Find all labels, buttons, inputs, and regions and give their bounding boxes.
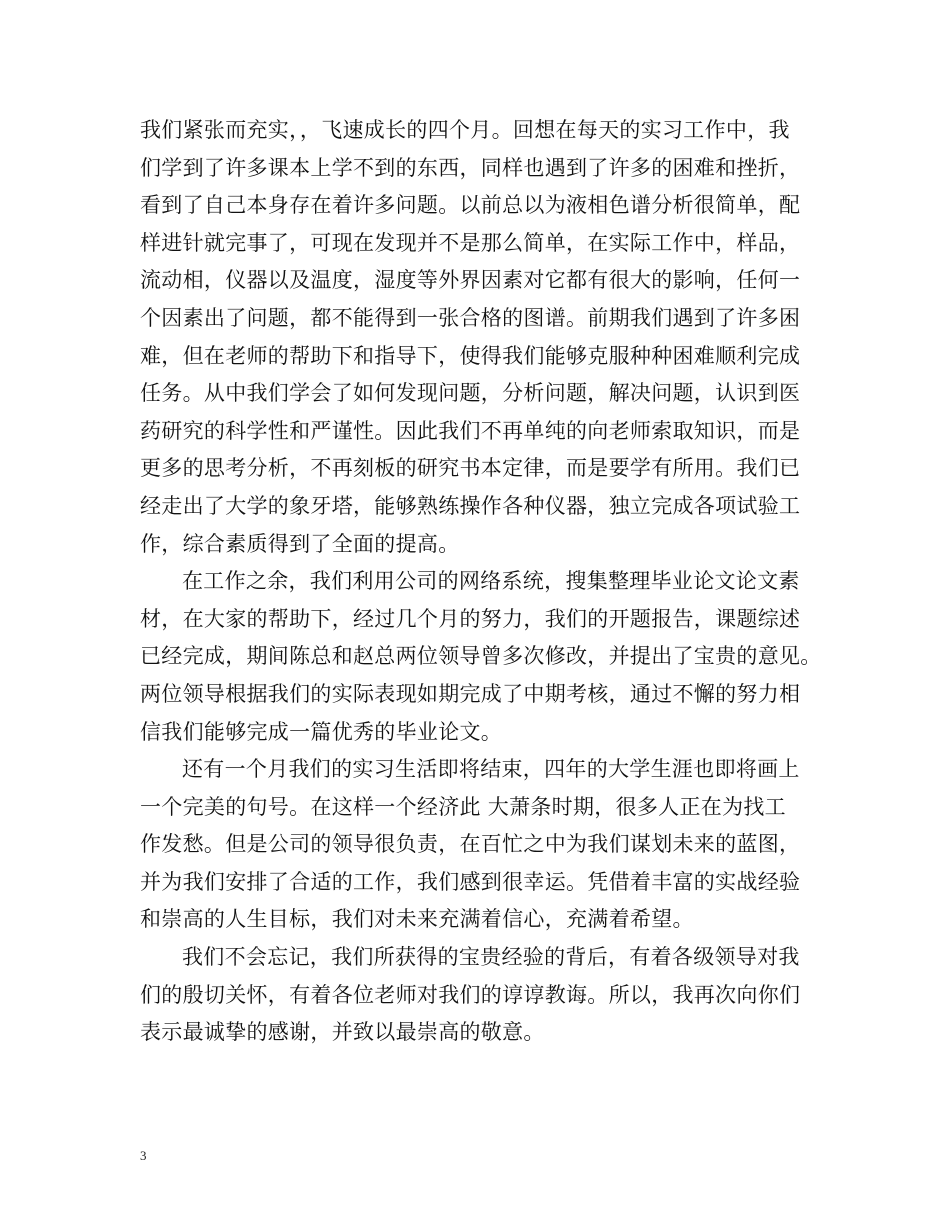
text-line: 经走出了大学的象牙塔，能够熟练操作各种仪器，独立完成各项试验工 xyxy=(140,493,801,518)
text-line: 和崇高的人生目标，我们对未来充满着信心，充满着希望。 xyxy=(140,907,694,932)
paragraph xyxy=(140,751,830,939)
paragraph xyxy=(140,112,830,563)
text-line: 流动相，仪器以及温度，湿度等外界因素对它都有很大的影响，任何一 xyxy=(140,268,801,293)
body-text xyxy=(140,112,830,1052)
text-line: 还有一个月我们的实习生活即将结束，四年的大学生涯也即将画上 xyxy=(182,757,800,782)
page-number: 3 xyxy=(140,1148,147,1163)
text-line: 们学到了许多课本上学不到的东西，同样也遇到了许多的困难和挫折， xyxy=(140,155,801,180)
text-line: 两位领导根据我们的实际表现如期完成了中期考核，通过不懈的努力相 xyxy=(140,681,801,706)
text-line: 作，综合素质得到了全面的提高。 xyxy=(140,531,460,556)
text-line: 并为我们安排了合适的工作，我们感到很幸运。凭借着丰富的实战经验 xyxy=(140,869,801,894)
text-line: 难，但在老师的帮助下和指导下，使得我们能够克服种种困难顺利完成 xyxy=(140,343,801,368)
paragraph xyxy=(140,939,830,1052)
text-line: 表示最诚挚的感谢，并致以最崇高的敬意。 xyxy=(140,1020,545,1045)
text-line: 我们紧张而充实，，飞速成长的四个月。回想在每天的实习工作中，我 xyxy=(140,118,790,142)
text-line: 一个完美的句号。在这样一个经济此 大萧条时期，很多人正在为找工 xyxy=(140,794,786,819)
text-line: 个因素出了问题，都不能得到一张合格的图谱。前期我们遇到了许多困 xyxy=(140,305,801,330)
text-line: 看到了自己本身存在着许多问题。以前总以为液相色谱分析很简单，配 xyxy=(140,193,801,218)
text-line: 样进针就完事了，可现在发现并不是那么简单，在实际工作中，样品， xyxy=(140,230,801,255)
text-line: 已经完成，期间陈总和赵总两位领导曾多次修改，并提出了宝贵的意见。 xyxy=(140,644,822,669)
text-line: 们的殷切关怀，有着各位老师对我们的谆谆教诲。所以，我再次向你们 xyxy=(140,982,801,1007)
text-line: 作发愁。但是公司的领导很负责，在百忙之中为我们谋划未来的蓝图， xyxy=(140,832,801,857)
text-line: 信我们能够完成一篇优秀的毕业论文。 xyxy=(140,719,503,744)
text-line: 药研究的科学性和严谨性。因此我们不再单纯的向老师索取知识，而是 xyxy=(140,418,801,443)
text-line: 任务。从中我们学会了如何发现问题，分析问题，解决问题，认识到医 xyxy=(140,381,801,406)
text-line: 更多的思考分析，不再刻板的研究书本定律，而是要学有所用。我们已 xyxy=(140,456,801,481)
paragraph xyxy=(140,563,830,751)
text-line: 材，在大家的帮助下，经过几个月的努力，我们的开题报告，课题综述 xyxy=(140,606,801,631)
text-line: 在工作之余，我们利用公司的网络系统，搜集整理毕业论文论文素 xyxy=(182,569,800,594)
text-line: 我们不会忘记，我们所获得的宝贵经验的背后，有着各级领导对我 xyxy=(182,945,800,970)
